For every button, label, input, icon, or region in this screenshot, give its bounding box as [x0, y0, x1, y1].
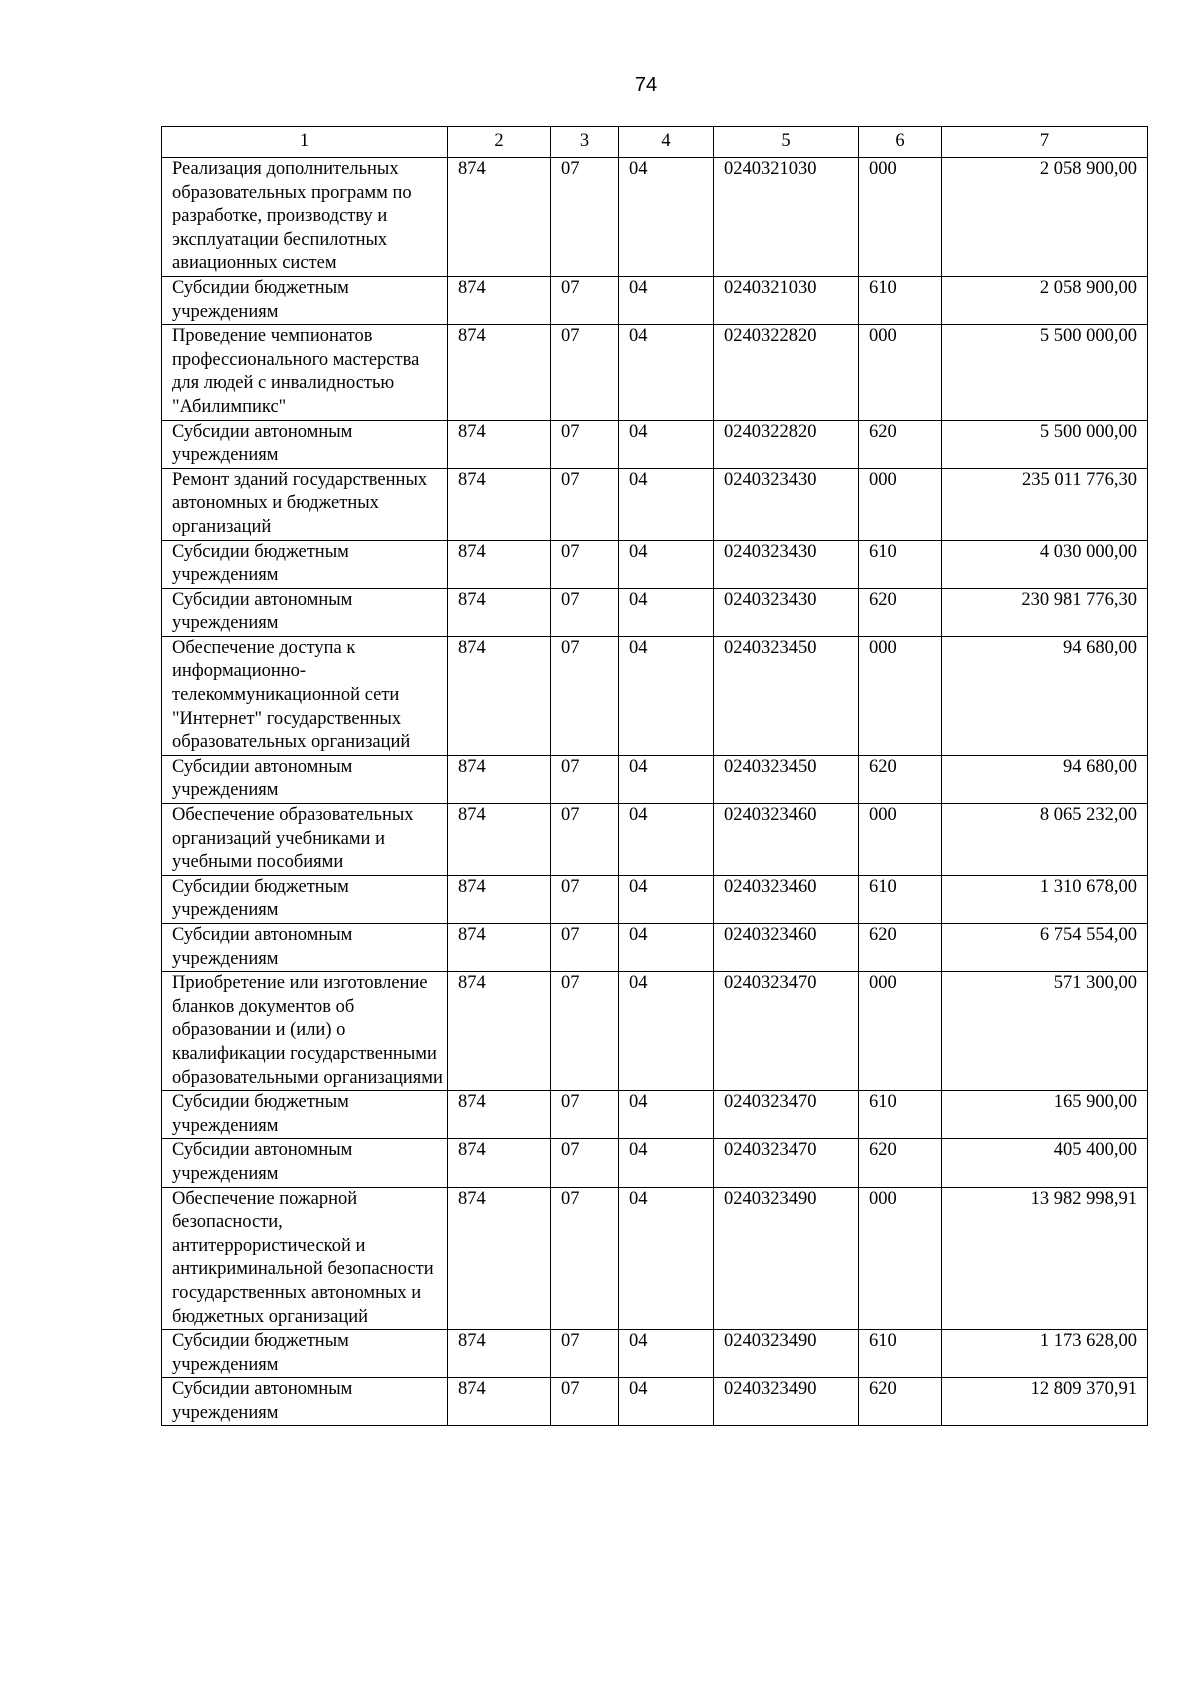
section-code-cell: 07	[551, 875, 619, 923]
grbs-code-cell: 874	[448, 924, 551, 972]
expense-type-cell: 610	[859, 276, 942, 324]
section-code-cell: 07	[551, 924, 619, 972]
row-name-cell: Субсидии автономным учреждениям	[162, 588, 448, 636]
row-name-cell: Реализация дополнительных образовательных программ по разработке, производству и эксплуатации беспилотных авиационных систем	[162, 158, 448, 277]
amount-cell: 5 500 000,00	[942, 325, 1148, 420]
grbs-code-cell: 874	[448, 804, 551, 876]
target-article-cell: 0240323430	[714, 468, 859, 540]
table-row	[162, 420, 1148, 468]
amount-cell: 4 030 000,00	[942, 540, 1148, 588]
amount-cell: 13 982 998,91	[942, 1187, 1148, 1330]
expense-type-cell: 000	[859, 972, 942, 1091]
table-row	[162, 755, 1148, 803]
grbs-code-cell: 874	[448, 468, 551, 540]
section-code-cell: 07	[551, 468, 619, 540]
table-body	[162, 158, 1148, 1426]
table-row	[162, 924, 1148, 972]
amount-cell: 230 981 776,30	[942, 588, 1148, 636]
amount-cell: 1 310 678,00	[942, 875, 1148, 923]
row-name-cell: Субсидии бюджетным учреждениям	[162, 1330, 448, 1378]
table-row	[162, 1187, 1148, 1330]
expense-type-cell: 000	[859, 804, 942, 876]
target-article-cell: 0240323430	[714, 540, 859, 588]
subsection-code-cell: 04	[619, 1187, 714, 1330]
subsection-code-cell: 04	[619, 804, 714, 876]
grbs-code-cell: 874	[448, 1187, 551, 1330]
column-header: 1	[162, 127, 448, 158]
subsection-code-cell: 04	[619, 924, 714, 972]
target-article-cell: 0240323470	[714, 972, 859, 1091]
column-header: 4	[619, 127, 714, 158]
target-article-cell: 0240323470	[714, 1139, 859, 1187]
section-code-cell: 07	[551, 755, 619, 803]
grbs-code-cell: 874	[448, 276, 551, 324]
amount-cell: 94 680,00	[942, 636, 1148, 755]
expense-type-cell: 000	[859, 158, 942, 277]
section-code-cell: 07	[551, 1091, 619, 1139]
grbs-code-cell: 874	[448, 875, 551, 923]
target-article-cell: 0240321030	[714, 276, 859, 324]
grbs-code-cell: 874	[448, 1330, 551, 1378]
grbs-code-cell: 874	[448, 972, 551, 1091]
expense-type-cell: 620	[859, 1139, 942, 1187]
row-name-cell: Ремонт зданий государственных автономных и бюджетных организаций	[162, 468, 448, 540]
amount-cell: 235 011 776,30	[942, 468, 1148, 540]
grbs-code-cell: 874	[448, 1139, 551, 1187]
target-article-cell: 0240323460	[714, 804, 859, 876]
section-code-cell: 07	[551, 276, 619, 324]
row-name-cell: Субсидии бюджетным учреждениям	[162, 540, 448, 588]
target-article-cell: 0240323490	[714, 1378, 859, 1426]
section-code-cell: 07	[551, 158, 619, 277]
target-article-cell: 0240323460	[714, 875, 859, 923]
subsection-code-cell: 04	[619, 276, 714, 324]
row-name-cell: Субсидии автономным учреждениям	[162, 420, 448, 468]
amount-cell: 405 400,00	[942, 1139, 1148, 1187]
expense-type-cell: 620	[859, 588, 942, 636]
amount-cell: 12 809 370,91	[942, 1378, 1148, 1426]
target-article-cell: 0240323460	[714, 924, 859, 972]
table-row	[162, 588, 1148, 636]
amount-cell: 2 058 900,00	[942, 158, 1148, 277]
table-row	[162, 158, 1148, 277]
grbs-code-cell: 874	[448, 588, 551, 636]
table-row	[162, 1330, 1148, 1378]
subsection-code-cell: 04	[619, 420, 714, 468]
subsection-code-cell: 04	[619, 1091, 714, 1139]
page-number: 74	[634, 74, 658, 96]
table-header	[162, 127, 1148, 158]
table-row	[162, 875, 1148, 923]
header-row	[162, 127, 1148, 158]
amount-cell: 8 065 232,00	[942, 804, 1148, 876]
row-name-cell: Приобретение или изготовление бланков документов об образовании и (или) о квалификации государственными образовательными организациями	[162, 972, 448, 1091]
expense-type-cell: 620	[859, 755, 942, 803]
subsection-code-cell: 04	[619, 636, 714, 755]
subsection-code-cell: 04	[619, 755, 714, 803]
section-code-cell: 07	[551, 325, 619, 420]
expense-type-cell: 620	[859, 1378, 942, 1426]
expense-type-cell: 610	[859, 540, 942, 588]
row-name-cell: Обеспечение доступа к информационно-телекоммуникационной сети "Интернет" государственных образовательных организаций	[162, 636, 448, 755]
section-code-cell: 07	[551, 1330, 619, 1378]
row-name-cell: Обеспечение пожарной безопасности, антитеррористической и антикриминальной безопасности государственных автономных и бюджетных организаций	[162, 1187, 448, 1330]
grbs-code-cell: 874	[448, 158, 551, 277]
row-name-cell: Субсидии автономным учреждениям	[162, 1378, 448, 1426]
row-name-cell: Субсидии автономным учреждениям	[162, 1139, 448, 1187]
table-row	[162, 636, 1148, 755]
amount-cell: 94 680,00	[942, 755, 1148, 803]
section-code-cell: 07	[551, 636, 619, 755]
subsection-code-cell: 04	[619, 158, 714, 277]
section-code-cell: 07	[551, 804, 619, 876]
section-code-cell: 07	[551, 540, 619, 588]
target-article-cell: 0240322820	[714, 420, 859, 468]
row-name-cell: Обеспечение образовательных организаций учебниками и учебными пособиями	[162, 804, 448, 876]
table-row	[162, 1378, 1148, 1426]
grbs-code-cell: 874	[448, 420, 551, 468]
column-header: 2	[448, 127, 551, 158]
subsection-code-cell: 04	[619, 468, 714, 540]
row-name-cell: Субсидии бюджетным учреждениям	[162, 276, 448, 324]
subsection-code-cell: 04	[619, 1139, 714, 1187]
amount-cell: 6 754 554,00	[942, 924, 1148, 972]
budget-table	[161, 126, 1148, 1426]
grbs-code-cell: 874	[448, 1091, 551, 1139]
table-row	[162, 276, 1148, 324]
subsection-code-cell: 04	[619, 540, 714, 588]
section-code-cell: 07	[551, 588, 619, 636]
subsection-code-cell: 04	[619, 1330, 714, 1378]
row-name-cell: Субсидии автономным учреждениям	[162, 924, 448, 972]
amount-cell: 571 300,00	[942, 972, 1148, 1091]
target-article-cell: 0240323450	[714, 755, 859, 803]
table-row	[162, 325, 1148, 420]
amount-cell: 1 173 628,00	[942, 1330, 1148, 1378]
section-code-cell: 07	[551, 1187, 619, 1330]
subsection-code-cell: 04	[619, 588, 714, 636]
table-row	[162, 804, 1148, 876]
table-row	[162, 1139, 1148, 1187]
amount-cell: 165 900,00	[942, 1091, 1148, 1139]
expense-type-cell: 610	[859, 875, 942, 923]
expense-type-cell: 620	[859, 924, 942, 972]
table-row	[162, 972, 1148, 1091]
expense-type-cell: 000	[859, 636, 942, 755]
amount-cell: 2 058 900,00	[942, 276, 1148, 324]
expense-type-cell: 000	[859, 468, 942, 540]
column-header: 6	[859, 127, 942, 158]
grbs-code-cell: 874	[448, 1378, 551, 1426]
target-article-cell: 0240322820	[714, 325, 859, 420]
expense-type-cell: 000	[859, 325, 942, 420]
grbs-code-cell: 874	[448, 636, 551, 755]
expense-type-cell: 620	[859, 420, 942, 468]
section-code-cell: 07	[551, 972, 619, 1091]
row-name-cell: Субсидии бюджетным учреждениям	[162, 1091, 448, 1139]
grbs-code-cell: 874	[448, 325, 551, 420]
target-article-cell: 0240323430	[714, 588, 859, 636]
row-name-cell: Субсидии бюджетным учреждениям	[162, 875, 448, 923]
grbs-code-cell: 874	[448, 755, 551, 803]
target-article-cell: 0240323490	[714, 1187, 859, 1330]
target-article-cell: 0240323450	[714, 636, 859, 755]
subsection-code-cell: 04	[619, 972, 714, 1091]
table-row	[162, 468, 1148, 540]
expense-type-cell: 610	[859, 1091, 942, 1139]
table-row	[162, 540, 1148, 588]
table-row	[162, 1091, 1148, 1139]
expense-type-cell: 610	[859, 1330, 942, 1378]
column-header: 3	[551, 127, 619, 158]
column-header: 7	[942, 127, 1148, 158]
column-header: 5	[714, 127, 859, 158]
row-name-cell: Проведение чемпионатов профессионального мастерства для людей с инвалидностью "Абилимпикс"	[162, 325, 448, 420]
subsection-code-cell: 04	[619, 875, 714, 923]
expense-type-cell: 000	[859, 1187, 942, 1330]
subsection-code-cell: 04	[619, 1378, 714, 1426]
section-code-cell: 07	[551, 1139, 619, 1187]
subsection-code-cell: 04	[619, 325, 714, 420]
amount-cell: 5 500 000,00	[942, 420, 1148, 468]
target-article-cell: 0240323470	[714, 1091, 859, 1139]
row-name-cell: Субсидии автономным учреждениям	[162, 755, 448, 803]
section-code-cell: 07	[551, 1378, 619, 1426]
grbs-code-cell: 874	[448, 540, 551, 588]
section-code-cell: 07	[551, 420, 619, 468]
target-article-cell: 0240321030	[714, 158, 859, 277]
target-article-cell: 0240323490	[714, 1330, 859, 1378]
